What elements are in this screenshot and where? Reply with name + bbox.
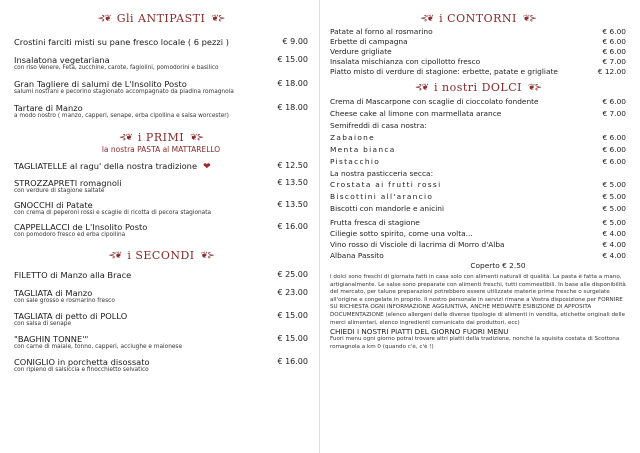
menu-item — [330, 251, 626, 261]
contorni-list — [330, 27, 626, 77]
pasticceria-label: La nostra pasticceria secca: — [330, 169, 434, 178]
secondi-list — [14, 270, 308, 374]
menu-item — [330, 157, 626, 167]
menu-item — [14, 270, 308, 280]
item-name: Piatto misto di verdure di stagione: erbette, patate e grigliate — [330, 67, 558, 76]
menu-item — [330, 229, 626, 239]
item-name: Biscottini all'arancio — [330, 192, 434, 201]
ornament-icon: ⊰❦ — [118, 132, 132, 143]
item-price: € 15.00 — [277, 55, 308, 64]
item-name: Ciliegie sotto spirito, come una volta... — [330, 229, 473, 238]
menu-item — [330, 192, 626, 202]
allergen-notes: I dolci sono freschi di giornata fatti in casa solo con alimenti naturali di qualità. La pasta è fatta a mano, artigianalmente. Le salse sono preparate con alimenti freschi, tutti commestibili. In base alle disponibilità del mercato, per talune preparazioni potrebbero essere utilizzate materie prime fresche o surgelate all'origine e congelate in proprio. Il nostro personale in servizi rimane a Vostra disposizione per FORNIRE SU RICHIESTA OGNI INFORMAZIONE AGGIUNTIVA, ANCHE MEDIANTE ESIBIZIONE DI APPOSITA DOCUMENTAZIONE (elenco allergeni delle diverse tipologie di alimenti in vendita, etichette originali delle merci alimentari, elenco ingredienti comunicato dai produttori, ecc) — [330, 274, 626, 326]
menu-item — [14, 178, 308, 195]
item-name: TAGLIATELLE al ragu' della nostra tradizione ❤ — [14, 161, 211, 172]
item-description: con salsa di senape — [14, 321, 72, 327]
menu-item — [14, 334, 308, 351]
menu-item — [330, 109, 626, 119]
item-name: Gran Tagliere di salumi de L'Insolito Posto — [14, 79, 187, 89]
item-price: € 16.00 — [277, 357, 308, 366]
item-name: Zabaione — [330, 133, 376, 142]
item-name: Frutta fresca di stagione — [330, 218, 420, 227]
item-price: € 7.00 — [602, 109, 626, 118]
item-price: € 25.00 — [277, 270, 308, 279]
item-name: GNOCCHI di Patate — [14, 200, 93, 210]
item-name: TAGLIATA di Manzo — [14, 288, 93, 298]
item-name: Erbette di campagna — [330, 37, 408, 46]
item-name: Patate al forno al rosmarino — [330, 27, 433, 36]
item-name: "BAGHIN TONNE'" — [14, 334, 89, 344]
menu-item — [330, 218, 626, 228]
menu-item — [330, 47, 626, 57]
item-name: CAPPELLACCI de L'Insolito Posto — [14, 222, 148, 232]
ornament-icon: ❦⊱ — [190, 132, 204, 143]
item-price: € 6.00 — [602, 97, 626, 106]
menu-item — [330, 27, 626, 37]
secondi-title: i SECONDI — [127, 249, 195, 262]
item-description: con verdure di stagione saltate — [14, 188, 105, 194]
item-price: € 6.00 — [602, 37, 626, 46]
ornament-icon: ⊰❦ — [414, 82, 429, 93]
item-name: Crostini farciti misti su pane fresco locale ( 6 pezzi ) — [14, 37, 229, 47]
secondi-heading — [14, 249, 308, 262]
menu-item — [330, 67, 626, 77]
item-price: € 15.00 — [277, 311, 308, 320]
item-name: CONIGLIO in porchetta disossato — [14, 357, 150, 367]
item-description: con crema di peperoni rossi e scaglie di ricotta di pecora stagionata — [14, 210, 212, 216]
semifreddi-label: Semifreddi di casa nostra: — [330, 121, 427, 130]
ornament-icon: ⊰❦ — [97, 13, 111, 24]
item-name: Vino rosso di Visciole di lacrima di Morro d'Alba — [330, 240, 505, 249]
menu-item — [330, 240, 626, 250]
menu-item — [14, 222, 308, 239]
item-price: € 12.50 — [277, 161, 308, 170]
menu-item — [330, 204, 626, 214]
fuori-menu-text: Fuori menu ogni giorno potrai trovare altri piatti della tradizione, nonché la squisita costata di Scottona romagnola a km 0 (quando c'è, c'è !) — [330, 336, 620, 350]
item-price: € 6.00 — [602, 157, 626, 166]
heart-icon: ❤ — [203, 162, 211, 172]
menu-item — [14, 311, 308, 328]
menu-item — [14, 37, 308, 47]
dolci-list — [330, 97, 626, 271]
antipasti-heading — [14, 12, 308, 25]
primi-heading — [14, 131, 308, 144]
contorni-heading — [330, 12, 626, 25]
item-name: FILETTO di Manzo alla Brace — [14, 270, 132, 280]
item-price: € 16.00 — [277, 222, 308, 231]
ornament-icon: ⊰❦ — [420, 13, 434, 24]
menu-item — [14, 288, 308, 305]
item-price: € 9.00 — [282, 37, 308, 46]
fuori-menu-title: CHIEDI I NOSTRI PIATTI DEL GIORNO FUORI MENU — [330, 327, 509, 337]
antipasti-list — [14, 37, 308, 120]
item-price: € 6.00 — [602, 47, 626, 56]
item-price: € 23.00 — [277, 288, 308, 297]
item-name: Crostata ai frutti rossi — [330, 180, 442, 189]
item-price: € 13.50 — [277, 178, 308, 187]
menu-item — [14, 55, 308, 72]
item-name: Biscotti con mandorle e anicini — [330, 204, 445, 213]
menu-item — [330, 97, 626, 107]
item-price: € 6.00 — [602, 133, 626, 142]
menu-item — [14, 79, 308, 96]
item-price: € 5.00 — [602, 192, 626, 201]
item-price: € 6.00 — [602, 145, 626, 154]
menu-item — [330, 57, 626, 67]
item-name: Crema di Mascarpone con scaglie di cioccolato fondente — [330, 97, 539, 106]
item-name: STROZZAPRETI romagnoli — [14, 178, 122, 188]
item-price: € 5.00 — [602, 204, 626, 213]
ornament-icon: ❦⊱ — [522, 13, 536, 24]
right-page — [320, 0, 640, 453]
primi-subtitle: la nostra PASTA al MATTARELLO — [101, 145, 221, 154]
item-price: € 4.00 — [602, 251, 626, 260]
primi-list — [14, 161, 308, 239]
contorni-title: i CONTORNI — [439, 12, 517, 25]
item-price: € 5.00 — [602, 180, 626, 189]
item-price: € 13.50 — [277, 200, 308, 209]
menu-item — [330, 145, 626, 155]
item-description: con sale grosso e rosmarino fresco — [14, 298, 115, 304]
menu-item — [14, 200, 308, 217]
menu-item — [330, 180, 626, 190]
item-description: salumi nostrani e pecorino stagionato accompagnato da piadina romagnola — [14, 89, 234, 95]
menu-item — [330, 133, 626, 143]
item-name: Cheese cake al limone con marmellata arance — [330, 109, 502, 118]
item-description: con pomodoro fresco ed erba cipollina — [14, 232, 126, 238]
coperto-charge: Coperto € 2.50 — [470, 261, 526, 270]
dolci-heading — [330, 81, 626, 94]
menu-item — [330, 37, 626, 47]
item-price: € 12.00 — [597, 67, 626, 76]
item-price: € 6.00 — [602, 27, 626, 36]
ornament-icon: ❦⊱ — [527, 82, 542, 93]
item-price: € 5.00 — [602, 218, 626, 227]
item-name: Pistacchio — [330, 157, 381, 166]
dolci-title: i nostri DOLCI — [434, 81, 522, 94]
item-name: Menta bianca — [330, 145, 396, 154]
item-name: Insalata mischianza con cipollotto fresco — [330, 57, 481, 66]
item-name: Tartare di Manzo — [14, 103, 83, 113]
item-description: con riso Venere, Feta, zucchine, carote, fagiolini, pomodorini e basilico — [14, 65, 219, 71]
menu-item — [14, 103, 308, 120]
menu-item — [14, 357, 308, 374]
item-description: con ripieno di salsiccia e finocchietto selvatico — [14, 367, 149, 373]
menu-item — [14, 161, 308, 172]
item-price: € 4.00 — [602, 240, 626, 249]
item-name: Verdure grigliate — [330, 47, 392, 56]
ornament-icon: ❦⊱ — [200, 250, 214, 261]
item-price: € 4.00 — [602, 229, 626, 238]
ornament-icon: ⊰❦ — [108, 250, 122, 261]
item-name: Albana Passito — [330, 251, 384, 260]
primi-title: i PRIMI — [137, 131, 185, 144]
item-price: € 15.00 — [277, 334, 308, 343]
ornament-icon: ❦⊱ — [211, 13, 225, 24]
item-description: con carne di maiale, tonno, capperi, acciughe e maionese — [14, 344, 183, 350]
item-price: € 7.00 — [602, 57, 626, 66]
antipasti-title: Gli ANTIPASTI — [116, 12, 206, 25]
item-description: a modo nostro ( manzo, capperi, senape, erba cipollina e salsa worcester) — [14, 113, 229, 119]
item-price: € 18.00 — [277, 103, 308, 112]
item-price: € 18.00 — [277, 79, 308, 88]
item-name: Insalatona vegetariana — [14, 55, 110, 65]
item-name: TAGLIATA di petto di POLLO — [14, 311, 128, 321]
